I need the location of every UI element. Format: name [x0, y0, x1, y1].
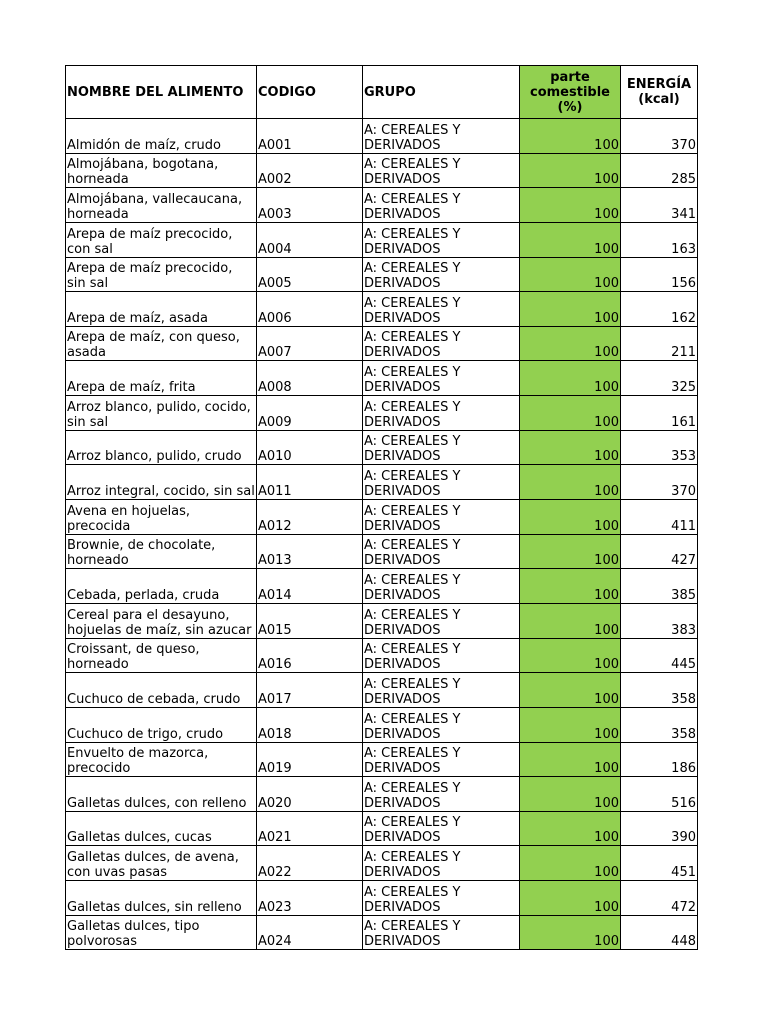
table-row	[66, 361, 698, 396]
cell-food-code[interactable]: A021	[257, 811, 363, 846]
table-row	[66, 326, 698, 361]
table-row	[66, 222, 698, 257]
cell-edible-portion[interactable]: 100	[520, 638, 621, 673]
table-row	[66, 881, 698, 916]
cell-food-name[interactable]: Almojábana, vallecaucana, horneada	[66, 188, 257, 223]
cell-food-group[interactable]: A: CEREALES Y DERIVADOS	[363, 119, 520, 154]
cell-food-name[interactable]: Cuchuco de cebada, crudo	[66, 673, 257, 708]
cell-food-name[interactable]: Almidón de maíz, crudo	[66, 119, 257, 154]
cell-edible-portion[interactable]: 100	[520, 326, 621, 361]
cell-edible-portion[interactable]: 100	[520, 465, 621, 500]
cell-energy-kcal[interactable]: 411	[621, 500, 698, 535]
cell-edible-portion[interactable]: 100	[520, 673, 621, 708]
cell-energy-kcal[interactable]: 451	[621, 846, 698, 881]
table-row	[66, 396, 698, 431]
cell-edible-portion[interactable]: 100	[520, 396, 621, 431]
cell-food-name[interactable]: Arepa de maíz, con queso, asada	[66, 326, 257, 361]
cell-food-group[interactable]: A: CEREALES Y DERIVADOS	[363, 188, 520, 223]
cell-energy-kcal[interactable]: 353	[621, 430, 698, 465]
cell-food-code[interactable]: A005	[257, 257, 363, 292]
cell-food-code[interactable]: A008	[257, 361, 363, 396]
cell-food-code[interactable]: A018	[257, 707, 363, 742]
table-row	[66, 811, 698, 846]
cell-food-group[interactable]: A: CEREALES Y DERIVADOS	[363, 569, 520, 604]
cell-food-group[interactable]: A: CEREALES Y DERIVADOS	[363, 811, 520, 846]
cell-food-group[interactable]: A: CEREALES Y DERIVADOS	[363, 777, 520, 812]
table-row	[66, 257, 698, 292]
cell-food-code[interactable]: A009	[257, 396, 363, 431]
table-row	[66, 638, 698, 673]
cell-energy-kcal[interactable]: 341	[621, 188, 698, 223]
header-name[interactable]: NOMBRE DEL ALIMENTO	[66, 66, 257, 119]
table-row	[66, 119, 698, 154]
table-row	[66, 188, 698, 223]
cell-energy-kcal[interactable]: 325	[621, 361, 698, 396]
table-row	[66, 673, 698, 708]
cell-food-code[interactable]: A002	[257, 153, 363, 188]
cell-food-code[interactable]: A003	[257, 188, 363, 223]
cell-food-group[interactable]: A: CEREALES Y DERIVADOS	[363, 465, 520, 500]
table-row	[66, 500, 698, 535]
cell-food-code[interactable]: A015	[257, 603, 363, 638]
cell-food-group[interactable]: A: CEREALES Y DERIVADOS	[363, 500, 520, 535]
cell-food-name[interactable]: Almojábana, bogotana, horneada	[66, 153, 257, 188]
cell-energy-kcal[interactable]: 156	[621, 257, 698, 292]
table-row	[66, 569, 698, 604]
cell-food-group[interactable]: A: CEREALES Y DERIVADOS	[363, 430, 520, 465]
cell-edible-portion[interactable]: 100	[520, 569, 621, 604]
cell-edible-portion[interactable]: 100	[520, 257, 621, 292]
cell-food-group[interactable]: A: CEREALES Y DERIVADOS	[363, 638, 520, 673]
cell-food-name[interactable]: Arepa de maíz, asada	[66, 292, 257, 327]
cell-edible-portion[interactable]: 100	[520, 811, 621, 846]
cell-food-group[interactable]: A: CEREALES Y DERIVADOS	[363, 603, 520, 638]
cell-food-name[interactable]: Avena en hojuelas, precocida	[66, 500, 257, 535]
cell-energy-kcal[interactable]: 370	[621, 465, 698, 500]
cell-energy-kcal[interactable]: 516	[621, 777, 698, 812]
cell-edible-portion[interactable]: 100	[520, 430, 621, 465]
cell-food-code[interactable]: A013	[257, 534, 363, 569]
table-row	[66, 846, 698, 881]
cell-edible-portion[interactable]: 100	[520, 603, 621, 638]
cell-energy-kcal[interactable]: 383	[621, 603, 698, 638]
cell-energy-kcal[interactable]: 385	[621, 569, 698, 604]
cell-food-name[interactable]: Arepa de maíz, frita	[66, 361, 257, 396]
cell-edible-portion[interactable]: 100	[520, 292, 621, 327]
cell-edible-portion[interactable]: 100	[520, 153, 621, 188]
cell-food-name[interactable]: Galletas dulces, de avena, con uvas pasas	[66, 846, 257, 881]
cell-food-group[interactable]: A: CEREALES Y DERIVADOS	[363, 361, 520, 396]
cell-edible-portion[interactable]: 100	[520, 742, 621, 777]
cell-food-group[interactable]: A: CEREALES Y DERIVADOS	[363, 396, 520, 431]
cell-edible-portion[interactable]: 100	[520, 222, 621, 257]
cell-energy-kcal[interactable]: 427	[621, 534, 698, 569]
cell-food-name[interactable]: Cuchuco de trigo, crudo	[66, 707, 257, 742]
table-row	[66, 603, 698, 638]
cell-food-code[interactable]: A004	[257, 222, 363, 257]
cell-food-name[interactable]: Cebada, perlada, cruda	[66, 569, 257, 604]
table-row	[66, 430, 698, 465]
cell-food-code[interactable]: A007	[257, 326, 363, 361]
header-edible-portion[interactable]: parte comestible (%)	[520, 66, 621, 119]
table-row	[66, 915, 698, 950]
cell-edible-portion[interactable]: 100	[520, 361, 621, 396]
cell-food-name[interactable]: Arepa de maíz precocido, sin sal	[66, 257, 257, 292]
cell-energy-kcal[interactable]: 285	[621, 153, 698, 188]
cell-food-name[interactable]: Arroz blanco, pulido, crudo	[66, 430, 257, 465]
cell-food-code[interactable]: A011	[257, 465, 363, 500]
cell-edible-portion[interactable]: 100	[520, 534, 621, 569]
cell-energy-kcal[interactable]: 358	[621, 673, 698, 708]
cell-food-name[interactable]: Galletas dulces, sin relleno	[66, 881, 257, 916]
cell-energy-kcal[interactable]: 161	[621, 396, 698, 431]
cell-food-group[interactable]: A: CEREALES Y DERIVADOS	[363, 846, 520, 881]
cell-food-code[interactable]: A020	[257, 777, 363, 812]
cell-edible-portion[interactable]: 100	[520, 846, 621, 881]
cell-energy-kcal[interactable]: 163	[621, 222, 698, 257]
cell-food-code[interactable]: A014	[257, 569, 363, 604]
cell-food-name[interactable]: Envuelto de mazorca, precocido	[66, 742, 257, 777]
header-row	[66, 66, 698, 119]
cell-edible-portion[interactable]: 100	[520, 881, 621, 916]
cell-food-name[interactable]: Brownie, de chocolate, horneado	[66, 534, 257, 569]
cell-food-code[interactable]: A010	[257, 430, 363, 465]
cell-food-name[interactable]: Cereal para el desayuno, hojuelas de maíz, sin azucar	[66, 603, 257, 638]
food-composition-table	[65, 65, 698, 950]
cell-energy-kcal[interactable]: 390	[621, 811, 698, 846]
cell-edible-portion[interactable]: 100	[520, 915, 621, 950]
cell-food-group[interactable]: A: CEREALES Y DERIVADOS	[363, 707, 520, 742]
cell-food-group[interactable]: A: CEREALES Y DERIVADOS	[363, 534, 520, 569]
cell-food-name[interactable]: Arroz blanco, pulido, cocido, sin sal	[66, 396, 257, 431]
cell-energy-kcal[interactable]: 211	[621, 326, 698, 361]
header-group[interactable]: GRUPO	[363, 66, 520, 119]
cell-energy-kcal[interactable]: 186	[621, 742, 698, 777]
cell-food-name[interactable]: Galletas dulces, con relleno	[66, 777, 257, 812]
header-energy[interactable]: ENERGÍA (kcal)	[621, 66, 698, 119]
table-row	[66, 292, 698, 327]
cell-food-group[interactable]: A: CEREALES Y DERIVADOS	[363, 153, 520, 188]
cell-food-code[interactable]: A019	[257, 742, 363, 777]
cell-food-code[interactable]: A001	[257, 119, 363, 154]
cell-food-group[interactable]: A: CEREALES Y DERIVADOS	[363, 673, 520, 708]
cell-edible-portion[interactable]: 100	[520, 119, 621, 154]
cell-food-code[interactable]: A023	[257, 881, 363, 916]
cell-edible-portion[interactable]: 100	[520, 500, 621, 535]
cell-food-code[interactable]: A016	[257, 638, 363, 673]
cell-food-group[interactable]: A: CEREALES Y DERIVADOS	[363, 326, 520, 361]
cell-edible-portion[interactable]: 100	[520, 777, 621, 812]
cell-food-code[interactable]: A024	[257, 915, 363, 950]
cell-food-code[interactable]: A012	[257, 500, 363, 535]
table-body	[66, 119, 698, 950]
cell-food-group[interactable]: A: CEREALES Y DERIVADOS	[363, 881, 520, 916]
cell-food-code[interactable]: A022	[257, 846, 363, 881]
cell-food-code[interactable]: A017	[257, 673, 363, 708]
cell-food-group[interactable]: A: CEREALES Y DERIVADOS	[363, 742, 520, 777]
table-row	[66, 742, 698, 777]
cell-food-name[interactable]: Croissant, de queso, horneado	[66, 638, 257, 673]
cell-food-group[interactable]: A: CEREALES Y DERIVADOS	[363, 292, 520, 327]
table-row	[66, 534, 698, 569]
header-code[interactable]: CODIGO	[257, 66, 363, 119]
cell-food-group[interactable]: A: CEREALES Y DERIVADOS	[363, 915, 520, 950]
cell-energy-kcal[interactable]: 358	[621, 707, 698, 742]
cell-food-name[interactable]: Arroz integral, cocido, sin sal	[66, 465, 257, 500]
cell-food-name[interactable]: Galletas dulces, cucas	[66, 811, 257, 846]
cell-energy-kcal[interactable]: 445	[621, 638, 698, 673]
cell-edible-portion[interactable]: 100	[520, 188, 621, 223]
cell-food-code[interactable]: A006	[257, 292, 363, 327]
table-row	[66, 777, 698, 812]
table-row	[66, 707, 698, 742]
cell-energy-kcal[interactable]: 472	[621, 881, 698, 916]
cell-food-name[interactable]: Galletas dulces, tipo polvorosas	[66, 915, 257, 950]
cell-food-name[interactable]: Arepa de maíz precocido, con sal	[66, 222, 257, 257]
cell-energy-kcal[interactable]: 448	[621, 915, 698, 950]
cell-energy-kcal[interactable]: 162	[621, 292, 698, 327]
cell-edible-portion[interactable]: 100	[520, 707, 621, 742]
table-row	[66, 465, 698, 500]
cell-energy-kcal[interactable]: 370	[621, 119, 698, 154]
cell-food-group[interactable]: A: CEREALES Y DERIVADOS	[363, 222, 520, 257]
table-row	[66, 153, 698, 188]
cell-food-group[interactable]: A: CEREALES Y DERIVADOS	[363, 257, 520, 292]
